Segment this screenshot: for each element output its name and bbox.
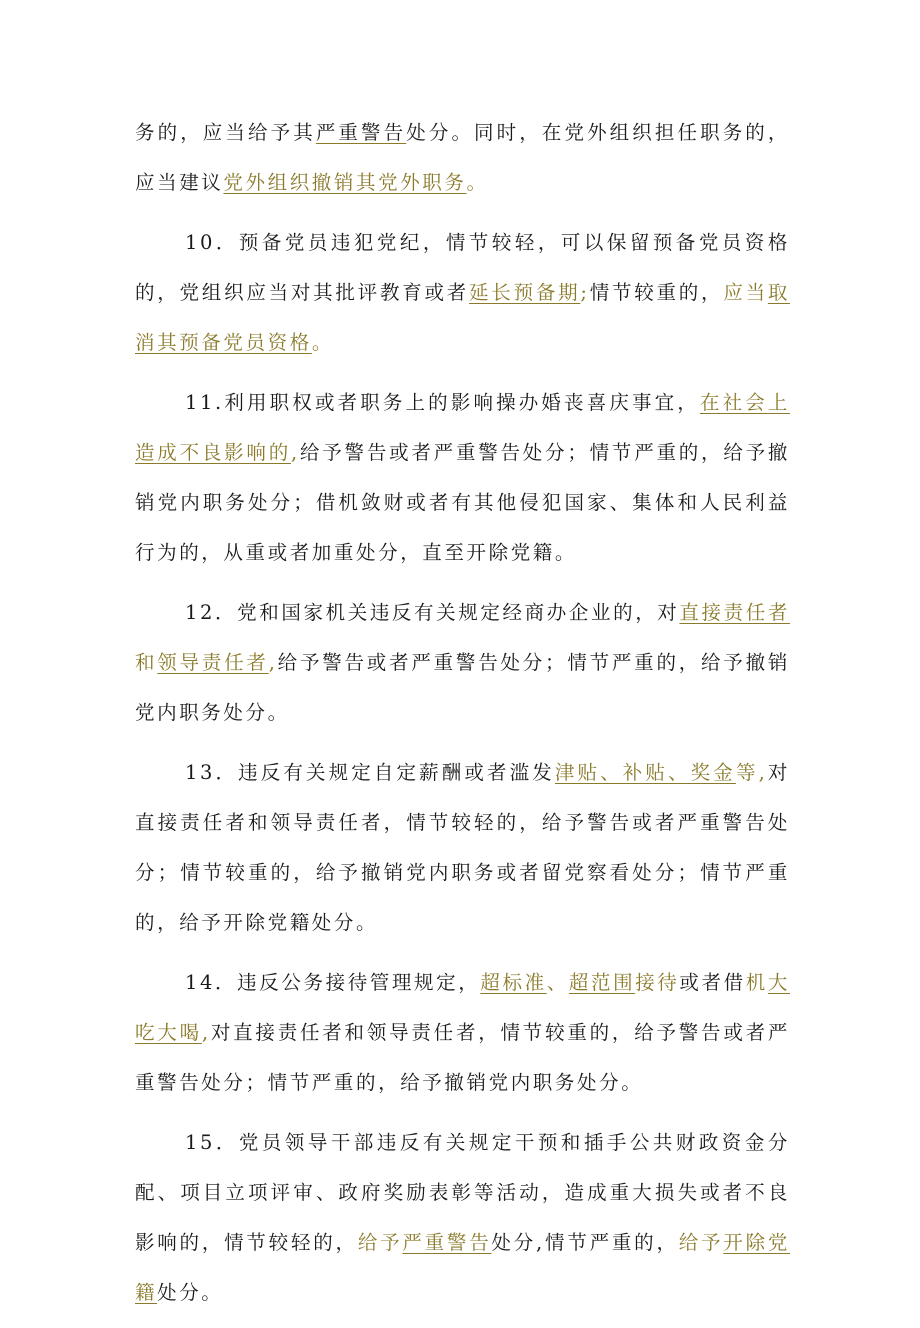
text-run: 12．党和国家机关违反有关规定经商办企业的，对 [185, 601, 680, 624]
paragraph-11 [135, 378, 790, 578]
highlighted-text-run: 超范围 [568, 971, 636, 994]
highlighted-text-run: 津贴、补贴、奖金 [554, 761, 736, 784]
text-run: 给予警告或者严重警告处分；情节严重的，给予撤销党内职务处分。 [135, 651, 790, 724]
highlighted-text-run: 领导责任者 [157, 651, 269, 674]
text-run: 或者借 [679, 971, 746, 994]
highlighted-text-run: 应当 [723, 281, 768, 304]
paragraph-14 [135, 958, 790, 1108]
highlighted-text-run: 延长预备期 [469, 281, 581, 304]
text-run: 13．违反有关规定自定薪酬或者滥发 [185, 761, 555, 784]
highlighted-text-run: 开除党籍 [135, 1231, 790, 1304]
paragraph-15 [135, 1118, 790, 1318]
highlighted-text-run: ; [580, 281, 590, 304]
highlighted-text-run: 党外组织撤销其党外职务 [223, 171, 467, 194]
document-page [135, 108, 790, 1328]
highlighted-text-run: 给予 [357, 1231, 403, 1254]
paragraph-12 [135, 588, 790, 738]
highlighted-text-run: 在社会上造成不良影响的 [135, 391, 790, 464]
text-run: 处分。同时，在党外组织担任职务的，应当建议 [135, 121, 790, 194]
text-run: 对直接责任者和领导责任者，情节较轻的，给予警告或者严重警告处分；情节较重的，给予撤销党内职务或者留党察看处分；情节严重的，给予开除党籍处分。 [135, 761, 791, 934]
text-run: 11.利用职权或者职务上的影响操办婚丧喜庆事宜， [185, 391, 700, 414]
text-run: 处分。 [157, 1281, 224, 1304]
text-run: 对直接责任者和领导责任者，情节较重的，给予警告或者严重警告处分；情节严重的，给予撤销党内职务处分。 [135, 1021, 790, 1094]
text-run: 14．违反公务接待管理规定， [185, 971, 481, 994]
paragraph-10 [135, 218, 790, 368]
highlighted-text-run: 严重警告 [402, 1231, 492, 1254]
highlighted-text-run: 等, [735, 761, 768, 784]
highlighted-text-run: 严重警告 [315, 121, 407, 144]
highlighted-text-run: 机 [745, 971, 768, 994]
highlighted-text-run: 。 [466, 171, 489, 194]
highlighted-text-run: 、 [546, 971, 569, 994]
text-run: 10．预备党员违犯党纪，情节较轻，可以保留预备党员资格的，党组织应当对其批评教育或者 [135, 231, 790, 304]
paragraph-13 [135, 748, 790, 948]
highlighted-text-run: 接待 [635, 971, 680, 994]
highlighted-text-run: , [290, 441, 300, 464]
highlighted-text-run: 超标准 [480, 971, 547, 994]
text-run: 务的，应当给予其 [135, 121, 316, 144]
highlighted-text-run: , [201, 1021, 211, 1044]
text-run: 情节较重的， [589, 281, 724, 304]
highlighted-text-run: 。 [311, 331, 334, 354]
text-run: 给予警告或者严重警告处分；情节严重的，给予撤销党内职务处分；借机敛财或者有其他侵犯国家、集体和人民利益行为的，从重或者加重处分，直至开除党籍。 [135, 441, 791, 564]
highlighted-text-run: 大吃大喝 [135, 971, 790, 1044]
highlighted-text-run: , [268, 651, 278, 674]
highlighted-text-run: 取消其预备党员资格 [135, 281, 790, 354]
text-run: 15．党员领导干部违反有关规定干预和插手公共财政资金分配、项目立项评审、政府奖励表彰等活动，造成重大损失或者不良影响的，情节较轻的， [135, 1131, 790, 1254]
highlighted-text-run: 直接责任者 [679, 601, 790, 624]
paragraph-1 [135, 108, 790, 208]
highlighted-text-run: 和 [135, 651, 158, 674]
highlighted-text-run: 给予 [678, 1231, 724, 1254]
text-run: 处分,情节严重的， [491, 1231, 679, 1254]
